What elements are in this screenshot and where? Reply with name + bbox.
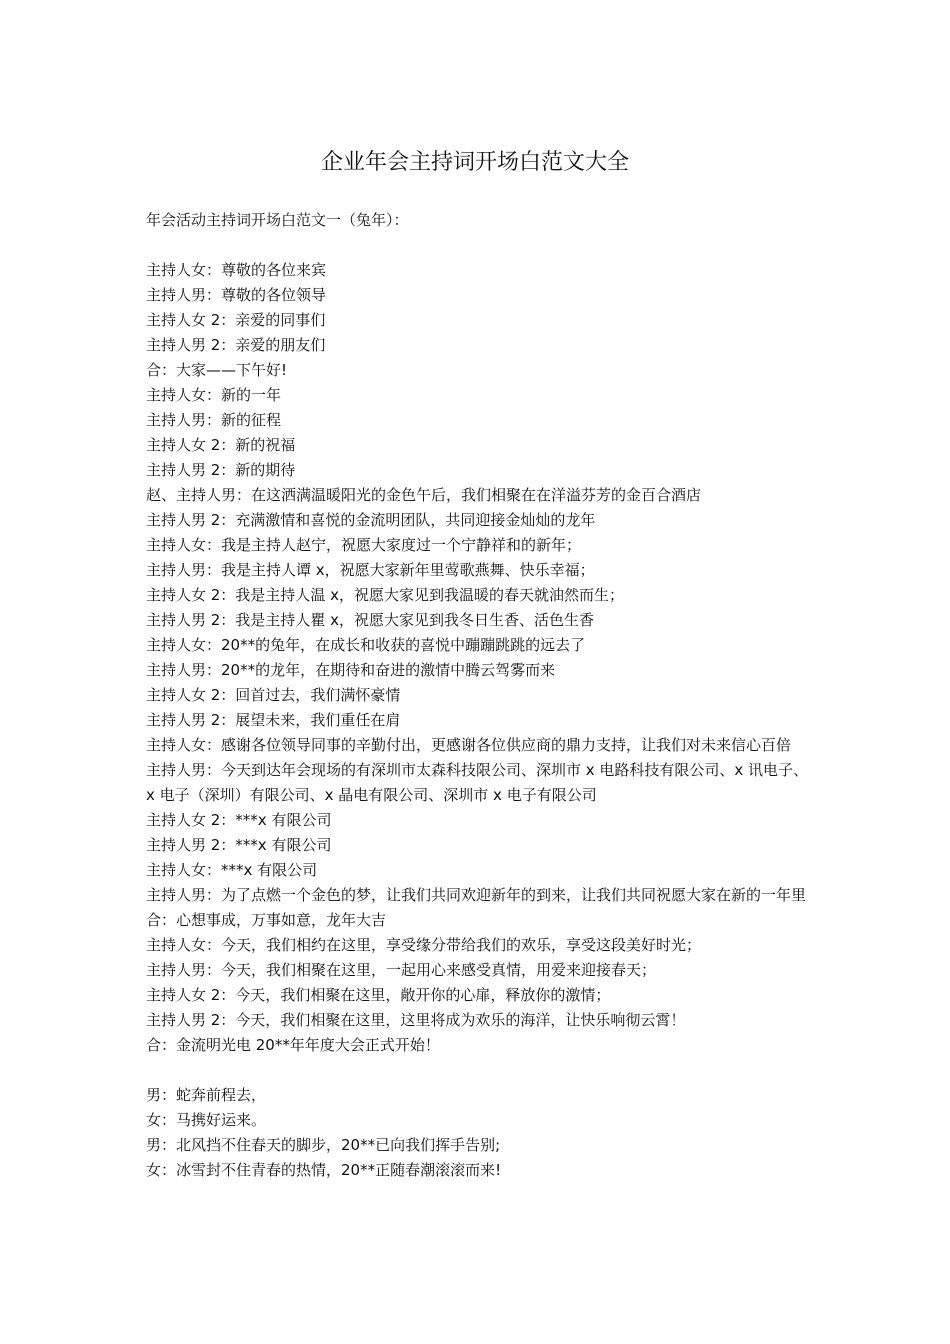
script-line: 赵、主持人男：在这洒满温暖阳光的金色午后，我们相聚在在洋溢芬芳的金百合酒店 [146, 486, 702, 504]
subheading: 年会活动主持词开场白范文一（兔年）： [146, 211, 409, 229]
script-line: 主持人男 2：展望未来，我们重任在肩 [146, 711, 401, 729]
script-line: 主持人男：今天到达年会现场的有深圳市太森科技限公司、深圳市 x 电路科技有限公司、x 讯电子、x 电子（深圳）有限公司、x 晶电有限公司、深圳市 x 电子有限公司 [146, 761, 809, 804]
script-line: 主持人男：为了点燃一个金色的梦，让我们共同欢迎新年的到来，让我们共同祝愿大家在新的一年里 [146, 886, 807, 904]
script-line: 主持人女：20**的兔年，在成长和收获的喜悦中蹦蹦跳跳的远去了 [146, 636, 586, 654]
script-line: 男：北风挡不住春天的脚步，20**已向我们挥手告别; [146, 1136, 501, 1154]
script-line: 主持人女 2：***x 有限公司 [146, 811, 332, 829]
script-line: 女：马携好运来。 [146, 1111, 267, 1129]
script-line: 合：大家——下午好! [146, 361, 288, 379]
paragraph-gap [146, 1058, 814, 1083]
document-title: 企业年会主持词开场白范文大全 [320, 150, 629, 175]
script-line: 主持人女：我是主持人赵宁，祝愿大家度过一个宁静祥和的新年； [146, 536, 582, 554]
script-line: 主持人女：尊敬的各位来宾 [146, 261, 327, 279]
script-line: 主持人男 2：今天，我们相聚在这里，这里将成为欢乐的海洋，让快乐响彻云霄！ [146, 1011, 686, 1029]
script-line: 主持人女：今天，我们相约在这里，享受缘分带给我们的欢乐，享受这段美好时光； [146, 936, 702, 954]
script-line: 合：金流明光电 20**年年度大会正式开始！ [146, 1036, 440, 1054]
script-line: 主持人女：***x 有限公司 [146, 861, 318, 879]
script-line: 女：冰雪封不住青春的热情，20**正随春潮滚滚而来! [146, 1161, 502, 1179]
script-line: 主持人男 2：我是主持人瞿 x，祝愿大家见到我冬日生香、活色生香 [146, 611, 594, 629]
script-line: 主持人男：新的征程 [146, 411, 282, 429]
script-line: 主持人男：我是主持人谭 x，祝愿大家新年里莺歌燕舞、快乐幸福； [146, 561, 595, 579]
script-line: 主持人男：20**的龙年，在期待和奋进的激情中腾云驾雾而来 [146, 661, 556, 679]
script-section-1 [146, 258, 814, 1058]
script-line: 主持人男 2：充满激情和喜悦的金流明团队，共同迎接金灿灿的龙年 [146, 511, 596, 529]
script-line: 主持人女 2：新的祝福 [146, 436, 296, 454]
script-line: 主持人女：感谢各位领导同事的辛勤付出，更感谢各位供应商的鼎力支持，让我们对未来信心百倍 [146, 736, 792, 754]
script-line: 主持人男 2：亲爱的朋友们 [146, 336, 326, 354]
script-line: 合：心想事成，万事如意，龙年大吉 [146, 911, 387, 929]
script-line: 主持人男：今天，我们相聚在这里，一起用心来感受真情，用爱来迎接春天； [146, 961, 657, 979]
script-line: 主持人女 2：回首过去，我们满怀豪情 [146, 686, 401, 704]
script-line: 主持人女 2：亲爱的同事们 [146, 311, 326, 329]
script-line: 主持人女 2：我是主持人温 x，祝愿大家见到我温暖的春天就油然而生； [146, 586, 624, 604]
script-line: 主持人女 2：今天，我们相聚在这里，敞开你的心扉，释放你的激情； [146, 986, 611, 1004]
script-line: 男：蛇奔前程去， [146, 1086, 267, 1104]
script-line: 主持人男 2：***x 有限公司 [146, 836, 332, 854]
document-body [146, 208, 814, 1183]
script-line: 主持人女：新的一年 [146, 386, 282, 404]
script-line: 主持人男：尊敬的各位领导 [146, 286, 327, 304]
script-section-2 [146, 1083, 814, 1183]
script-line: 主持人男 2：新的期待 [146, 461, 296, 479]
paragraph-gap [146, 233, 814, 258]
